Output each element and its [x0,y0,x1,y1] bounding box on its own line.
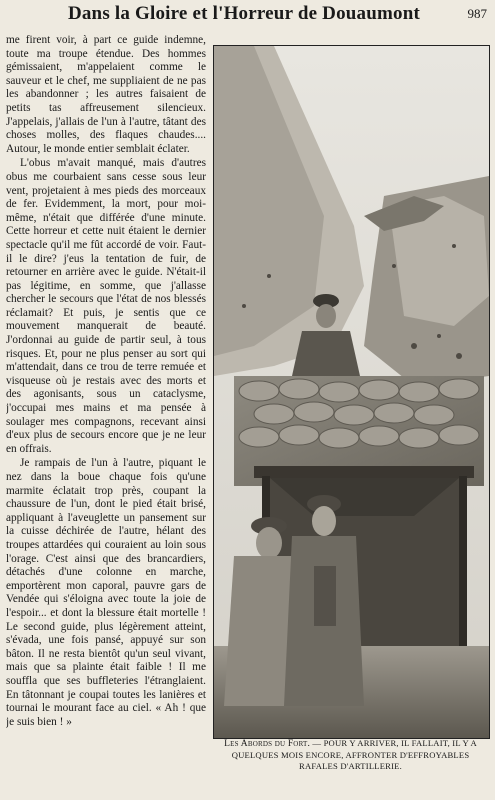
page-title: Dans la Gloire et l'Horreur de Douaumont [67,3,421,24]
article-column [6,34,206,798]
article-paragraph: me firent voir, à part ce guide indemne, toute ma troupe étendue. Des hommes gémissaient, m'appelaient comme le sauveur et le chef, me suppliaient de ne pas les abandonner ; les autres faisaient de petits tas affreusement silencieux. J'appelais, j'allais de l'un à l'autre, tâtant des choses molles, des flaques chaudes.... Autour, le monde entier semblait éclater. [6,34,206,155]
page-number: 987 [467,6,487,21]
caption-text: — POUR Y ARRIVER, IL FALLAIT, IL Y A QUELQUES MOIS ENCORE, AFFRONTER D'EFFROYABLES RAFALES D'ARTILLERIE. [231,738,477,771]
running-header [0,0,495,28]
photo-illustration [214,46,489,738]
article-paragraph: L'obus m'avait manqué, mais d'autres obus me courbaient sans cesse sous leur vent, projetaient à mes pieds des morceaux de fer. Evidemment, la mort, pour moi-même, n'était que différée d'une minute. Cette horreur et cette nuit étaient le dernier spectacle qu'il me fût accordé de voir. Faut-il le dire? j'eus la tentation de fuir, de retourner en arrière avec le guide. N'était-il pas légitime, en somme, que j'allasse chercher le secours que l'état de nos blessés réclamait? Et puis, je sentis que ce mouvement manquerait de beauté. J'ordonnai au guide de partir seul, à tous risques. Et, pour ne plus penser au sort qui m'attendait, dans ce trou de terre remuée et visqueuse où je restais avec des morts et des agonisants, sous un cataclysme, j'occupai mes mains et ma pensée à soulager mes compagnons, recevant ainsi d'eux plus de secours encore que je ne leur en offrais. [6,157,206,455]
caption-lead: Les Abords du Fort. [224,739,311,749]
photo-caption [213,738,488,788]
article-paragraph: Je rampais de l'un à l'autre, piquant le nez dans la boue chaque fois qu'une marmite éclatait trop près, coupant la chaussure de l'un, dont le pied était brisé, appliquant à l'aveuglette un pansement sur la cuisse déchirée de l'autre, hélant des troupes attardées qui couraient au loin sous l'orage. C'est ainsi que des brancardiers, détachés d'une colonne en marche, emportèrent mon caporal, pauvre gars de Vendée qui s'éloigna avec toute la joie de l'espoir... et dont la blessure était mortelle ! Le second guide, plus légèrement atteint, s'évada, une fois pansé, appuyé sur son bâton. Il ne resta bientôt qu'un seul vivant, mais que sa plainte était faible ! Il me souffla que ses buffleteries l'étranglaient. En tâtonnant je coupai toutes les lanières et tournai le mourant face au ciel. « Ah ! que je suis bien ! » [6,457,206,728]
war-photograph [213,45,490,739]
